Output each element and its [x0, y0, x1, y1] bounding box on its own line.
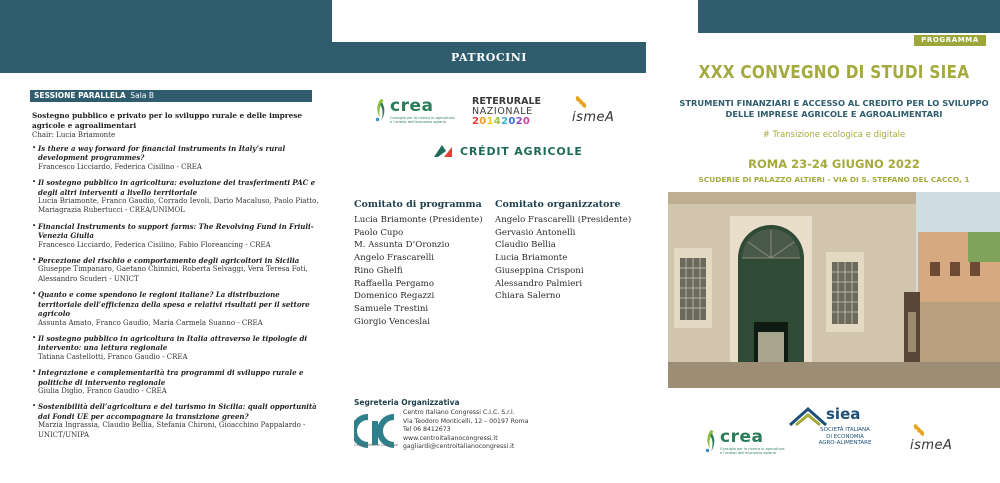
conference-title: XXX CONVEGNO DI STUDI SIEA — [698, 62, 970, 83]
talk-item — [32, 402, 322, 440]
talk-authors: Marzia Ingrassia, Claudio Bellia, Stefania Chironi, Gioacchino Pappalardo - UNICT/UNIPA — [38, 421, 306, 439]
left-header-band — [0, 0, 332, 73]
credit-agricole-wordmark: CRÉDIT AGRICOLE — [460, 144, 583, 158]
credit-agricole-icon — [432, 143, 454, 159]
comitato-organizzatore-list — [495, 214, 631, 303]
committee-member: Paolo Cupo — [354, 227, 404, 238]
comitato-programma-list — [354, 214, 483, 328]
talk-item — [32, 334, 322, 362]
talk-title: • Financial Instruments to support farms: The Revolving Fund in Friuli-Venezia Giulia — [38, 221, 314, 241]
subtitle-line: DELLE IMPRESE AGRICOLE E AGROALIMENTARI — [725, 108, 943, 119]
siea-wordmark: siea — [826, 405, 861, 423]
talk-item — [32, 144, 322, 172]
subtitle-line: STRUMENTI FINANZIARI E ACCESSO AL CREDITO PER LO SVILUPPO — [679, 98, 989, 108]
rete-rurale-logo — [472, 97, 541, 127]
talk-authors: Tatiana Castellotti, Franco Gaudio - CREA — [38, 352, 188, 361]
crea-tagline: Consiglio per la ricerca in agricoltura — [720, 447, 785, 451]
committee-member: Domenico Regazzi — [354, 291, 435, 302]
committee-member: Angelo Frascarelli (Presidente) — [495, 215, 632, 225]
talk-title: • Is there a way forward for financial instruments in Italy’s rural development programmes? — [38, 144, 286, 163]
wheat-icon — [910, 424, 928, 438]
palazzo-photo — [668, 192, 1000, 388]
session-room: Sala B — [130, 91, 154, 100]
segreteria-phone: Tel 06 8412673 — [403, 426, 451, 434]
talk-item — [32, 256, 322, 284]
talk-item — [32, 290, 322, 328]
committee-member: Raffaella Pergamo — [354, 278, 434, 289]
cic-caption: Centro Italiano Congressi — [354, 443, 399, 447]
crea-wordmark: crea — [720, 427, 764, 447]
committee-member: Claudio Bellia — [495, 240, 556, 251]
talk-list — [32, 144, 322, 446]
talk-authors: Francesco Licciardo, Federica Cisilino - CREA — [38, 162, 202, 171]
wheat-icon — [572, 96, 590, 110]
programma-badge: PROGRAMMA — [914, 35, 986, 46]
segreteria-website-link[interactable]: www.centroitalianocongressi.it — [403, 434, 498, 442]
session-header — [30, 90, 312, 102]
talk-authors: Giulia Diglio, Franco Gaudio - CREA — [38, 386, 167, 395]
committee-member: Lucia Briamonte — [495, 253, 568, 264]
talk-authors: Lucia Briamonte, Franco Gaudio, Corrado Ievoli, Dario Macaluso, Paolo Piatto, Mariagrazia Rubertucci - CREA/UNIMOL — [38, 197, 319, 215]
conference-venue: SCUDERIE DI PALAZZO ALTIERI - VIA DI S. STEFANO DEL CACCO, 1 — [698, 175, 970, 184]
committee-member: Angelo Frascarelli — [354, 253, 434, 264]
committee-member: Rino Ghelfi — [354, 265, 403, 276]
comitato-programma-title: Comitato di programma — [354, 199, 482, 210]
credit-agricole-logo — [432, 143, 583, 159]
comitato-organizzatore-title: Comitato organizzatore — [495, 199, 621, 210]
talk-authors: Francesco Licciardo, Federica Cisilino, Fabio Floreancing - CREA — [38, 240, 271, 249]
siea-tagline — [810, 427, 880, 447]
talk-title: • Sostenibilità dell’agricoltura e del turismo in Sicilia: quali opportunità dai Fondi UE per accompagnare la transizione green? — [38, 402, 317, 421]
talk-title: • Integrazione e complementarità tra programmi di sviluppo rurale e politiche di intervento regionale — [38, 368, 304, 387]
segreteria-company: Centro Italiano Congressi C.I.C. S.r.l. — [403, 409, 515, 416]
session-label: SESSIONE PARALLELA — [34, 91, 126, 100]
crea-tagline: e l’analisi dell’economia agraria — [390, 120, 446, 124]
talk-authors: Assunta Amato, Franco Gaudio, Maria Carmela Suanno - CREA — [38, 318, 263, 327]
talk-title: • Percezione del rischio e comportamento degli agricoltori in Sicilia — [38, 256, 300, 266]
talk-title: • Quanto e come spendono le regioni italiane? La distribuzione territoriale dell’efficienza della spesa e relativi risultati per il settore agricolo — [38, 290, 310, 319]
session-title: Sostegno pubblico e privato per lo sviluppo rurale e delle imprese agricole e agroalimentari — [32, 111, 303, 130]
ismea-logo — [572, 96, 614, 125]
rete-line1: RETERURALE — [472, 96, 542, 107]
committee-member: Samuele Trestini — [354, 303, 429, 314]
crea-wordmark: crea — [390, 96, 434, 116]
siea-roof-icon — [788, 403, 828, 429]
siea-tagline-line: DI ECONOMIA — [826, 433, 864, 440]
committee-member: Alessandro Palmieri — [495, 278, 583, 289]
committee-member: Chiara Salerno — [495, 291, 561, 302]
rete-line3: 20142020 — [472, 116, 531, 127]
crea-logo-cover — [702, 427, 785, 455]
crea-tagline: Consiglio per la ricerca in agricoltura — [390, 116, 455, 120]
segreteria-contacts — [403, 409, 528, 452]
ismea-logo-cover — [910, 424, 952, 453]
talk-item — [32, 178, 322, 216]
crea-logo — [372, 96, 455, 124]
cover-header-band — [698, 0, 1000, 33]
crea-leaf-icon — [372, 97, 390, 123]
ismea-wordmark: ismeA — [572, 110, 615, 125]
conference-subtitle — [668, 98, 1000, 119]
segreteria-address: Via Teodoro Monticelli, 12 – 00197 Roma — [403, 417, 529, 425]
segreteria-title: Segreteria Organizzativa — [354, 398, 460, 407]
committee-member: Giuseppina Crisponi — [495, 265, 584, 276]
conference-date: ROMA 23-24 GIUGNO 2022 — [748, 157, 920, 171]
siea-tagline-line: AGRO-ALIMENTARE — [818, 440, 872, 446]
crea-tagline: e l’analisi dell’economia agraria — [720, 451, 776, 455]
committee-member: Giorgio Venceslai — [354, 316, 431, 327]
segreteria-email-link[interactable]: gagliardi@centroitalianocongressi.it — [403, 443, 515, 451]
committee-member: Lucia Briamonte (Presidente) — [354, 215, 483, 225]
ismea-wordmark: ismeA — [910, 438, 953, 453]
siea-tagline-line: SOCIETÀ ITALIANA — [820, 427, 870, 433]
committee-member: M. Assunta D’Oronzio — [354, 240, 450, 251]
siea-logo — [786, 399, 882, 457]
session-chair: Chair: Lucia Briamonte — [32, 131, 116, 139]
conference-hashtag: # Transizione ecologica e digitale — [762, 130, 906, 140]
talk-title: • Il sostegno pubblico in agricoltura: evoluzione dei trasferimenti PAC e degli altri interventi a livello territoriale — [38, 178, 316, 197]
crea-leaf-icon — [702, 428, 720, 454]
talk-item — [32, 368, 322, 396]
patrocini-header: PATROCINI — [332, 42, 646, 73]
rete-line2: NAZIONALE — [472, 106, 533, 117]
talk-item — [32, 222, 322, 250]
committee-member: Gervasio Antonelli — [495, 227, 576, 238]
talk-authors: Giuseppe Timpanaro, Gaetano Chinnici, Roberta Selvaggi, Vera Teresa Foti, Alessandro Scuderi - UNICT — [38, 265, 308, 283]
talk-title: • Il sostegno pubblico in agricoltura in Italia attraverso le tipologie di intervento: una lettura regionale — [38, 333, 308, 353]
